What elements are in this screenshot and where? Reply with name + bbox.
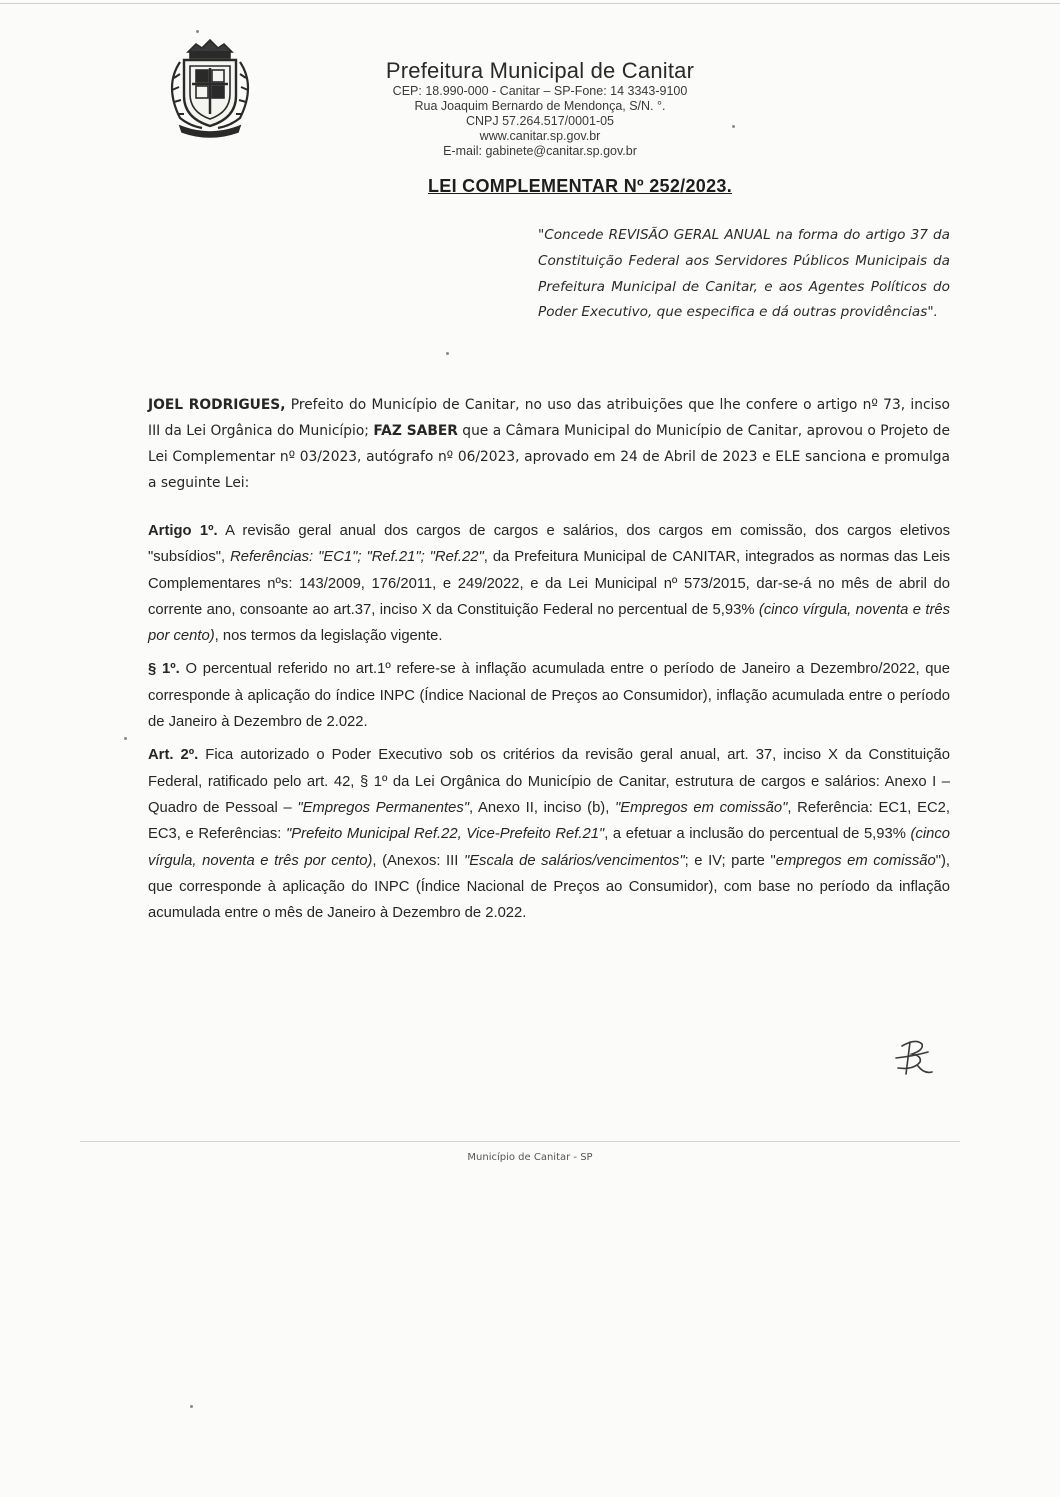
faz-saber: FAZ SABER (373, 423, 458, 439)
article-1-text: A revisão geral anual dos cargos de cargos e salários, dos cargos em comissão, dos cargos eletivos "subsídios", (148, 523, 950, 566)
scan-speck (124, 737, 127, 740)
preamble-text-2: que a Câmara Municipal do Município de Canitar, aprovou o Projeto de Lei Complementar nº 03/2023, autógrafo nº 06/2023, aprovado em 24 de Abril de 2023 e ELE sanciona e promulga a seguinte Lei: (148, 423, 950, 491)
article-2-text: "), que corresponde à aplicação do INPC (Índice Nacional de Preços ao Consumidor), com base no período da inflação acumulada entre o mês de Janeiro à Dezembro de 2.022. (148, 852, 951, 922)
document-title-text: LEI COMPLEMENTAR Nº 252/2023. (427, 176, 732, 196)
scan-speck (732, 125, 735, 128)
mayor-name: JOEL RODRIGUES, (148, 397, 286, 413)
preamble-text-1: Prefeito do Município de Canitar, no uso das atribuições que lhe confere o artigo nº 73, inciso III da Lei Orgânica do Município; (148, 397, 951, 439)
article-1-italic: Referências: "EC1"; "Ref.21"; "Ref.22" (230, 549, 484, 566)
letterhead (300, 58, 780, 159)
cnpj: CNPJ 57.264.517/0001-05 (465, 114, 615, 128)
article-2-label: Art. 2º. (148, 747, 199, 764)
scan-speck (446, 352, 449, 355)
scan-speck (190, 1405, 193, 1408)
org-name: Prefeitura Municipal de Canitar (385, 58, 695, 83)
paragraph-1 (148, 656, 950, 735)
scan-speck (196, 30, 199, 33)
scan-edge-line (0, 3, 1060, 4)
preamble (148, 392, 950, 496)
article-2-text: , a efetuar a inclusão do percentual de 5,93% (604, 826, 911, 843)
article-2-italic: "Empregos em comissão" (615, 799, 788, 816)
address-cep-phone: CEP: 18.990-000 - Canitar – SP-Fone: 14 3343-9100 (392, 84, 688, 98)
article-2-text: , Anexo II, inciso (b), (469, 799, 616, 816)
article-2-italic: (cinco vírgula, noventa e três por cento) (148, 826, 951, 869)
paragraph-1-label: § 1º. (148, 661, 180, 678)
law-summary: "Concede REVISÃO GERAL ANUAL na forma do artigo 37 da Constituição Federal aos Servidores Públicos Municipais da Prefeitura Municipal de Canitar, e aos Agentes Políticos do Poder Executivo, que especifica e dá outras providências". (538, 227, 950, 321)
article-2-italic: "Prefeito Municipal Ref.22, Vice-Prefeito Ref.21" (286, 826, 605, 843)
articles (148, 518, 950, 933)
article-2-text: Fica autorizado o Poder Executivo sob os critérios da revisão geral anual, art. 37, inciso X da Constituição Federal, ratificado pelo art. 42, § 1º da Lei Orgânica do Município de Canitar, estrutura de cargos e salários: Anexo I – Quadro de Pessoal – (148, 747, 950, 816)
footer-divider (80, 1141, 960, 1142)
municipal-crest-logo (150, 22, 270, 142)
document-title (300, 176, 860, 197)
article-1-italic: (cinco vírgula, noventa e três por cento) (148, 601, 950, 645)
article-2-italic: empregos em comissão (775, 852, 936, 869)
article-2 (148, 742, 950, 926)
article-1-label: Artigo 1º. (148, 523, 218, 539)
footer: Município de Canitar - SP (467, 1152, 593, 1163)
article-1-text: , nos termos da legislação vigente. (214, 628, 443, 645)
article-2-italic: "Escala de salários/vencimentos" (463, 852, 685, 869)
article-1 (148, 518, 950, 649)
article-2-text: , Referência: EC1, EC2, EC3, e Referências: (148, 799, 950, 843)
address-street: Rua Joaquim Bernardo de Mendonça, S/N. °. (414, 99, 666, 113)
article-2-text: , (Anexos: III (372, 852, 464, 869)
email: E-mail: gabinete@canitar.sp.gov.br (443, 144, 637, 158)
initials-signature (888, 1036, 938, 1080)
article-2-italic: "Empregos Permanentes" (297, 799, 470, 816)
website: www.canitar.sp.gov.br (479, 129, 601, 143)
article-1-text: , da Prefeitura Municipal de CANITAR, integrados as normas das Leis Complementares nºs: 143/2009, 176/2011, e 249/2022, e da Lei Municipal nº 573/2015, dar-se-á no mês de abril do corrente ano, consoante ao art.37, inciso X da Constituição Federal no percentual de 5,93% (148, 549, 950, 618)
article-2-text: ; e IV; parte " (684, 852, 776, 869)
paragraph-1-text: O percentual referido no art.1º refere-se à inflação acumulada entre o período de Janeiro a Dezembro/2022, que corresponde à aplicação do índice INPC (Índice Nacional de Preços ao Consumidor), inflação acumulada entre o período de Janeiro à Dezembro de 2.022. (148, 661, 950, 731)
